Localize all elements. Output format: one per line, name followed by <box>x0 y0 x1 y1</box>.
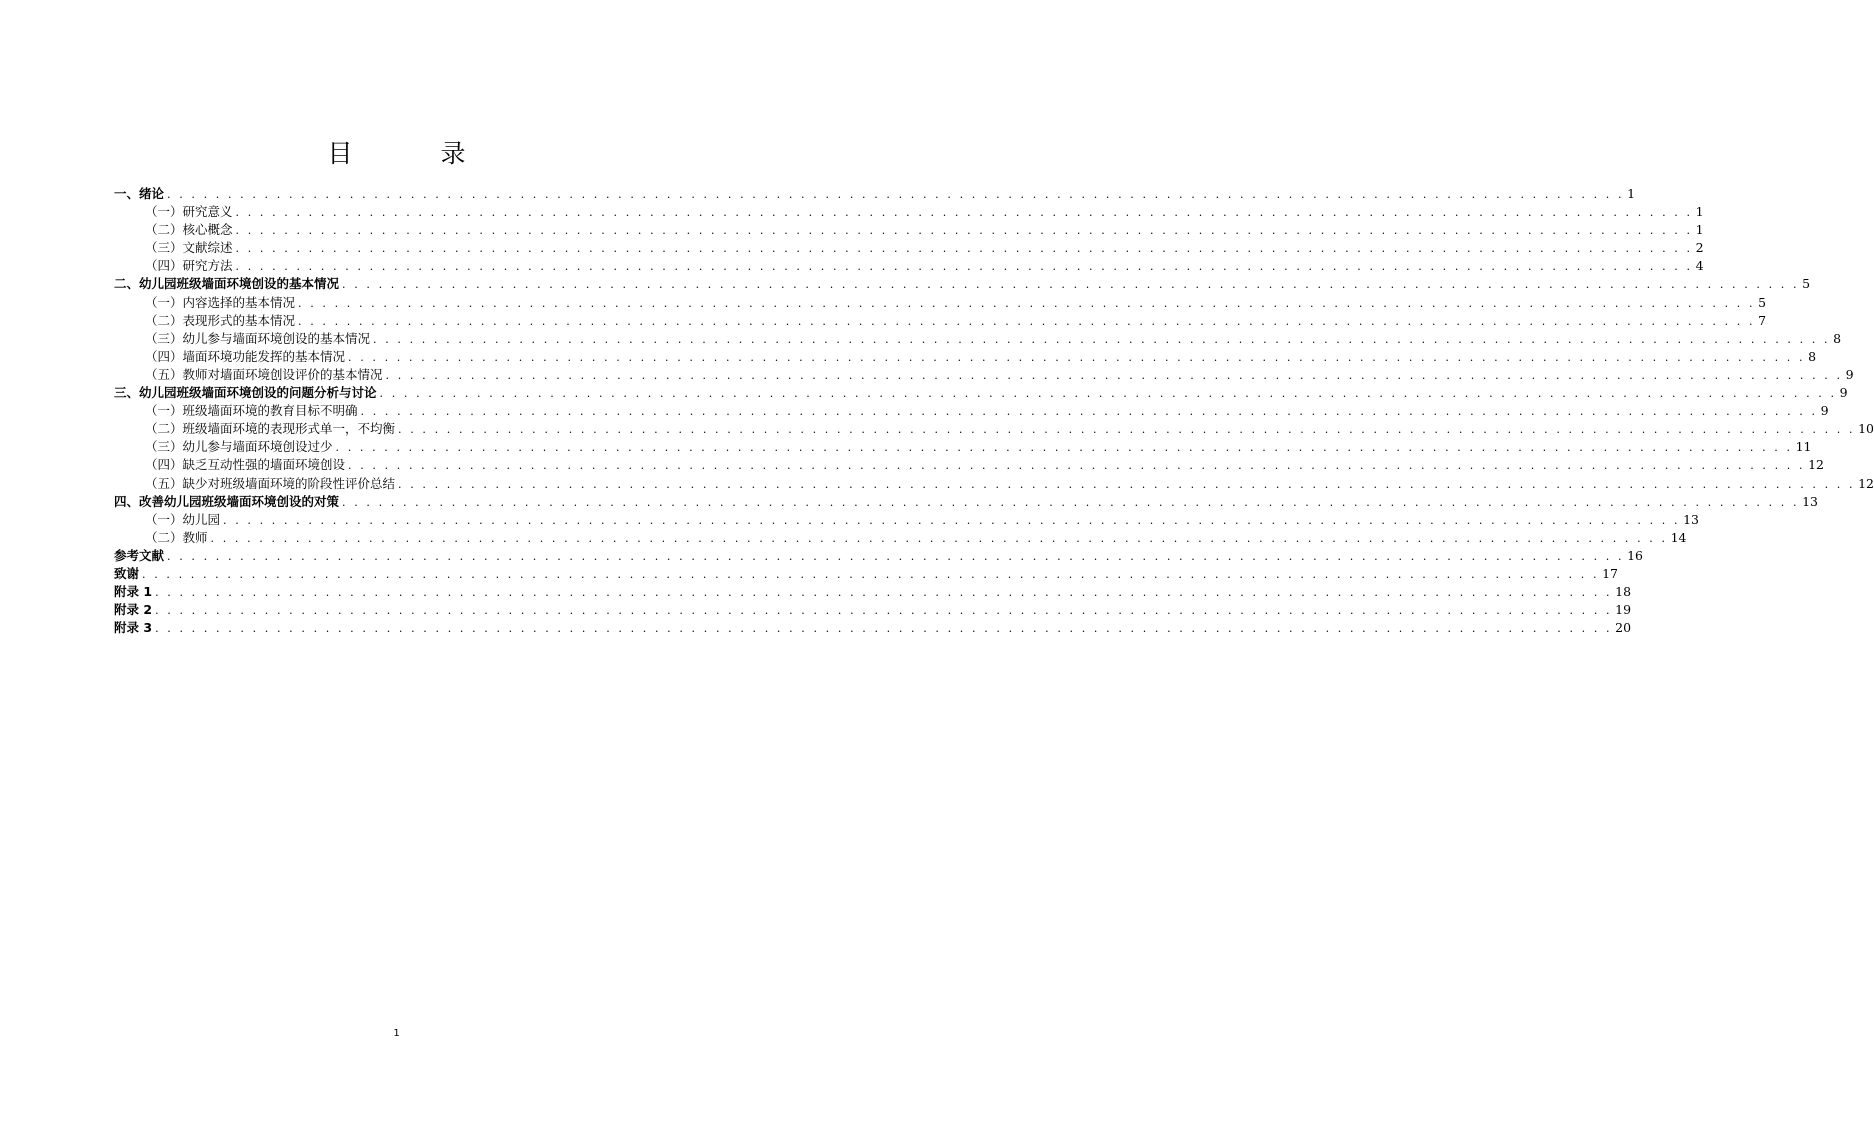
toc-entry-label: 致谢 <box>114 565 140 581</box>
toc-entry[interactable] <box>114 601 1632 619</box>
dot-leader: . . . . . . . . . . . . . . . . . . . . . . . . . . . . . . . . . . . . . . . . . . . . . . . . . . . . . . . . . . . . . . . . . . . . . . . . . . . . . . . . . . . . . . . . . . . . . . . . . . . . . . . . . . . . . . . . . . . . . . . . <box>398 423 1856 437</box>
dot-leader: . . . . . . . . . . . . . . . . . . . . . . . . . . . . . . . . . . . . . . . . . . . . . . . . . . . . . . . . . . . . . . . . . . . . . . . . . . . . . . . . . . . . . . . . . . . . . . . . . . . . . . . . . . . . . . . . . . . . . . . . <box>155 586 1613 600</box>
toc-entry[interactable] <box>114 493 1819 511</box>
dot-leader: . . . . . . . . . . . . . . . . . . . . . . . . . . . . . . . . . . . . . . . . . . . . . . . . . . . . . . . . . . . . . . . . . . . . . . . . . . . . . . . . . . . . . . . . . . . . . . . . . . . . . . . . . . . . . . . . . . . . . . . . <box>223 513 1681 527</box>
table-of-contents <box>114 185 1874 637</box>
toc-entry[interactable] <box>114 420 1874 438</box>
toc-entry[interactable] <box>114 257 1704 275</box>
toc-entry-page: 16 <box>1627 547 1644 563</box>
toc-entry[interactable] <box>114 529 1687 547</box>
toc-entry-page: 1 <box>1627 186 1636 201</box>
toc-entry-label: （四）缺乏互动性强的墙面环境创设 <box>145 457 346 473</box>
dot-leader: . . . . . . . . . . . . . . . . . . . . . . . . . . . . . . . . . . . . . . . . . . . . . . . . . . . . . . . . . . . . . . . . . . . . . . . . . . . . . . . . . . . . . . . . . . . . . . . . . . . . . . . . . . . . . . . . . . . . . . . . <box>235 260 1693 274</box>
toc-entry-label: （四）墙面环境功能发挥的基本情况 <box>145 348 346 364</box>
toc-entry-page: 7 <box>1758 312 1767 328</box>
toc-entry-label: 一、绪论 <box>114 186 165 201</box>
toc-entry[interactable] <box>114 583 1632 601</box>
toc-entry[interactable] <box>114 348 1817 366</box>
toc-entry[interactable] <box>114 547 1644 565</box>
toc-entry-page: 9 <box>1845 366 1854 382</box>
toc-entry-label: （一）研究意义 <box>145 204 233 220</box>
dot-leader: . . . . . . . . . . . . . . . . . . . . . . . . . . . . . . . . . . . . . . . . . . . . . . . . . . . . . . . . . . . . . . . . . . . . . . . . . . . . . . . . . . . . . . . . . . . . . . . . . . . . . . . . . . . . . . . . . . . . . . . . <box>298 296 1756 310</box>
toc-entry[interactable] <box>114 565 1619 583</box>
toc-entry-label: （二）核心概念 <box>145 222 233 238</box>
toc-entry-label: （三）幼儿参与墙面环境创设过少 <box>145 439 333 455</box>
toc-entry-label: 三、幼儿园班级墙面环境创设的问题分析与讨论 <box>114 385 377 401</box>
dot-leader: . . . . . . . . . . . . . . . . . . . . . . . . . . . . . . . . . . . . . . . . . . . . . . . . . . . . . . . . . . . . . . . . . . . . . . . . . . . . . . . . . . . . . . . . . . . . . . . . . . . . . . . . . . . . . . . . . . . . . . . . <box>373 332 1831 346</box>
toc-entry[interactable] <box>114 203 1704 221</box>
toc-entry[interactable] <box>114 384 1848 402</box>
toc-entry[interactable] <box>114 185 1636 203</box>
page-number: 1 <box>393 1028 400 1039</box>
toc-entry-label: （三）幼儿参与墙面环境创设的基本情况 <box>145 330 371 346</box>
dot-leader: . . . . . . . . . . . . . . . . . . . . . . . . . . . . . . . . . . . . . . . . . . . . . . . . . . . . . . . . . . . . . . . . . . . . . . . . . . . . . . . . . . . . . . . . . . . . . . . . . . . . . . . . . . . . . . . . . . . . . . . . <box>342 278 1800 292</box>
toc-entry[interactable] <box>114 312 1767 330</box>
toc-entry-label: （二）表现形式的基本情况 <box>145 312 296 328</box>
toc-entry[interactable] <box>114 402 1829 420</box>
toc-entry[interactable] <box>114 456 1825 474</box>
toc-entry-page: 17 <box>1602 565 1619 581</box>
toc-entry-page: 5 <box>1758 294 1767 310</box>
toc-entry-label: 参考文献 <box>114 547 165 563</box>
toc-entry-page: 19 <box>1615 602 1632 618</box>
dot-leader: . . . . . . . . . . . . . . . . . . . . . . . . . . . . . . . . . . . . . . . . . . . . . . . . . . . . . . . . . . . . . . . . . . . . . . . . . . . . . . . . . . . . . . . . . . . . . . . . . . . . . . . . . . . . . . . . . . . . . . . . <box>385 368 1843 382</box>
toc-entry-label: （五）缺少对班级墙面环境的阶段性评价总结 <box>145 475 396 491</box>
toc-entry-label: 附录 2 <box>114 602 153 618</box>
toc-entry[interactable] <box>114 619 1632 637</box>
toc-entry-page: 8 <box>1808 348 1817 364</box>
dot-leader: . . . . . . . . . . . . . . . . . . . . . . . . . . . . . . . . . . . . . . . . . . . . . . . . . . . . . . . . . . . . . . . . . . . . . . . . . . . . . . . . . . . . . . . . . . . . . . . . . . . . . . . . . . . . . . . . . . . . . . . . <box>342 495 1800 509</box>
toc-entry-page: 10 <box>1858 421 1874 437</box>
toc-entry[interactable] <box>114 239 1704 257</box>
toc-entry-page: 14 <box>1670 529 1687 545</box>
toc-entry[interactable] <box>114 294 1767 312</box>
toc-entry-label: （五）教师对墙面环境创设评价的基本情况 <box>145 366 383 382</box>
dot-leader: . . . . . . . . . . . . . . . . . . . . . . . . . . . . . . . . . . . . . . . . . . . . . . . . . . . . . . . . . . . . . . . . . . . . . . . . . . . . . . . . . . . . . . . . . . . . . . . . . . . . . . . . . . . . . . . . . . . . . . . . <box>155 604 1613 618</box>
dot-leader: . . . . . . . . . . . . . . . . . . . . . . . . . . . . . . . . . . . . . . . . . . . . . . . . . . . . . . . . . . . . . . . . . . . . . . . . . . . . . . . . . . . . . . . . . . . . . . . . . . . . . . . . . . . . . . . . . . . . . . . . <box>398 477 1856 491</box>
dot-leader: . . . . . . . . . . . . . . . . . . . . . . . . . . . . . . . . . . . . . . . . . . . . . . . . . . . . . . . . . . . . . . . . . . . . . . . . . . . . . . . . . . . . . . . . . . . . . . . . . . . . . . . . . . . . . . . . . . . . . . . . <box>298 314 1756 328</box>
toc-entry[interactable] <box>114 475 1874 493</box>
toc-entry-label: （一）内容选择的基本情况 <box>145 294 296 310</box>
dot-leader: . . . . . . . . . . . . . . . . . . . . . . . . . . . . . . . . . . . . . . . . . . . . . . . . . . . . . . . . . . . . . . . . . . . . . . . . . . . . . . . . . . . . . . . . . . . . . . . . . . . . . . . . . . . . . . . . . . . . . . . . <box>379 387 1837 401</box>
toc-entry-page: 18 <box>1615 584 1632 600</box>
dot-leader: . . . . . . . . . . . . . . . . . . . . . . . . . . . . . . . . . . . . . . . . . . . . . . . . . . . . . . . . . . . . . . . . . . . . . . . . . . . . . . . . . . . . . . . . . . . . . . . . . . . . . . . . . . . . . . . . . . . . . . . . <box>348 350 1806 364</box>
toc-entry-page: 11 <box>1795 439 1812 455</box>
toc-entry-page: 9 <box>1839 385 1848 401</box>
dot-leader: . . . . . . . . . . . . . . . . . . . . . . . . . . . . . . . . . . . . . . . . . . . . . . . . . . . . . . . . . . . . . . . . . . . . . . . . . . . . . . . . . . . . . . . . . . . . . . . . . . . . . . . . . . . . . . . . . . . . . . . . <box>142 567 1600 581</box>
toc-entry-page: 4 <box>1695 258 1704 274</box>
toc-entry-page: 5 <box>1802 276 1811 292</box>
toc-entry-page: 2 <box>1695 240 1704 256</box>
toc-entry-page: 20 <box>1615 620 1632 636</box>
toc-entry-label: （三）文献综述 <box>145 240 233 256</box>
dot-leader: . . . . . . . . . . . . . . . . . . . . . . . . . . . . . . . . . . . . . . . . . . . . . . . . . . . . . . . . . . . . . . . . . . . . . . . . . . . . . . . . . . . . . . . . . . . . . . . . . . . . . . . . . . . . . . . . . . . . . . . . <box>235 224 1693 238</box>
dot-leader: . . . . . . . . . . . . . . . . . . . . . . . . . . . . . . . . . . . . . . . . . . . . . . . . . . . . . . . . . . . . . . . . . . . . . . . . . . . . . . . . . . . . . . . . . . . . . . . . . . . . . . . . . . . . . . . . . . . . . . . . <box>210 531 1668 545</box>
toc-entry-label: （四）研究方法 <box>145 258 233 274</box>
dot-leader: . . . . . . . . . . . . . . . . . . . . . . . . . . . . . . . . . . . . . . . . . . . . . . . . . . . . . . . . . . . . . . . . . . . . . . . . . . . . . . . . . . . . . . . . . . . . . . . . . . . . . . . . . . . . . . . . . . . . . . . . <box>360 405 1818 419</box>
toc-entry-label: （一）班级墙面环境的教育目标不明确 <box>145 403 358 419</box>
toc-entry-page: 12 <box>1858 475 1874 491</box>
dot-leader: . . . . . . . . . . . . . . . . . . . . . . . . . . . . . . . . . . . . . . . . . . . . . . . . . . . . . . . . . . . . . . . . . . . . . . . . . . . . . . . . . . . . . . . . . . . . . . . . . . . . . . . . . . . . . . . . . . . . . . . . <box>167 549 1625 563</box>
page-title: 目 录 <box>327 139 506 168</box>
toc-entry[interactable] <box>114 511 1700 529</box>
dot-leader: . . . . . . . . . . . . . . . . . . . . . . . . . . . . . . . . . . . . . . . . . . . . . . . . . . . . . . . . . . . . . . . . . . . . . . . . . . . . . . . . . . . . . . . . . . . . . . . . . . . . . . . . . . . . . . . . . . . . . . . . <box>167 188 1625 201</box>
toc-entry-label: 二、幼儿园班级墙面环境创设的基本情况 <box>114 276 340 292</box>
toc-entry[interactable] <box>114 275 1811 293</box>
toc-entry-page: 13 <box>1802 493 1819 509</box>
dot-leader: . . . . . . . . . . . . . . . . . . . . . . . . . . . . . . . . . . . . . . . . . . . . . . . . . . . . . . . . . . . . . . . . . . . . . . . . . . . . . . . . . . . . . . . . . . . . . . . . . . . . . . . . . . . . . . . . . . . . . . . . <box>348 459 1806 473</box>
toc-entry[interactable] <box>114 221 1704 239</box>
toc-entry[interactable] <box>114 366 1854 384</box>
toc-entry-page: 12 <box>1808 457 1825 473</box>
toc-entry-label: （二）班级墙面环境的表现形式单一，不均衡 <box>145 421 396 437</box>
dot-leader: . . . . . . . . . . . . . . . . . . . . . . . . . . . . . . . . . . . . . . . . . . . . . . . . . . . . . . . . . . . . . . . . . . . . . . . . . . . . . . . . . . . . . . . . . . . . . . . . . . . . . . . . . . . . . . . . . . . . . . . . <box>235 242 1693 256</box>
toc-entry-page: 9 <box>1820 403 1829 419</box>
toc-entry[interactable] <box>114 330 1842 348</box>
dot-leader: . . . . . . . . . . . . . . . . . . . . . . . . . . . . . . . . . . . . . . . . . . . . . . . . . . . . . . . . . . . . . . . . . . . . . . . . . . . . . . . . . . . . . . . . . . . . . . . . . . . . . . . . . . . . . . . . . . . . . . . . <box>335 441 1793 455</box>
toc-entry-page: 13 <box>1683 511 1700 527</box>
toc-entry-page: 1 <box>1695 222 1704 238</box>
toc-entry-label: （二）教师 <box>145 529 208 545</box>
dot-leader: . . . . . . . . . . . . . . . . . . . . . . . . . . . . . . . . . . . . . . . . . . . . . . . . . . . . . . . . . . . . . . . . . . . . . . . . . . . . . . . . . . . . . . . . . . . . . . . . . . . . . . . . . . . . . . . . . . . . . . . . <box>155 622 1613 636</box>
toc-entry-label: 附录 1 <box>114 584 153 600</box>
toc-entry-page: 8 <box>1833 330 1842 346</box>
toc-entry-label: 四、改善幼儿园班级墙面环境创设的对策 <box>114 493 340 509</box>
toc-entry-label: （一）幼儿园 <box>145 511 221 527</box>
toc-entry-label: 附录 3 <box>114 620 153 636</box>
dot-leader: . . . . . . . . . . . . . . . . . . . . . . . . . . . . . . . . . . . . . . . . . . . . . . . . . . . . . . . . . . . . . . . . . . . . . . . . . . . . . . . . . . . . . . . . . . . . . . . . . . . . . . . . . . . . . . . . . . . . . . . . <box>235 206 1693 220</box>
toc-entry-page: 1 <box>1695 204 1704 220</box>
toc-entry[interactable] <box>114 438 1812 456</box>
